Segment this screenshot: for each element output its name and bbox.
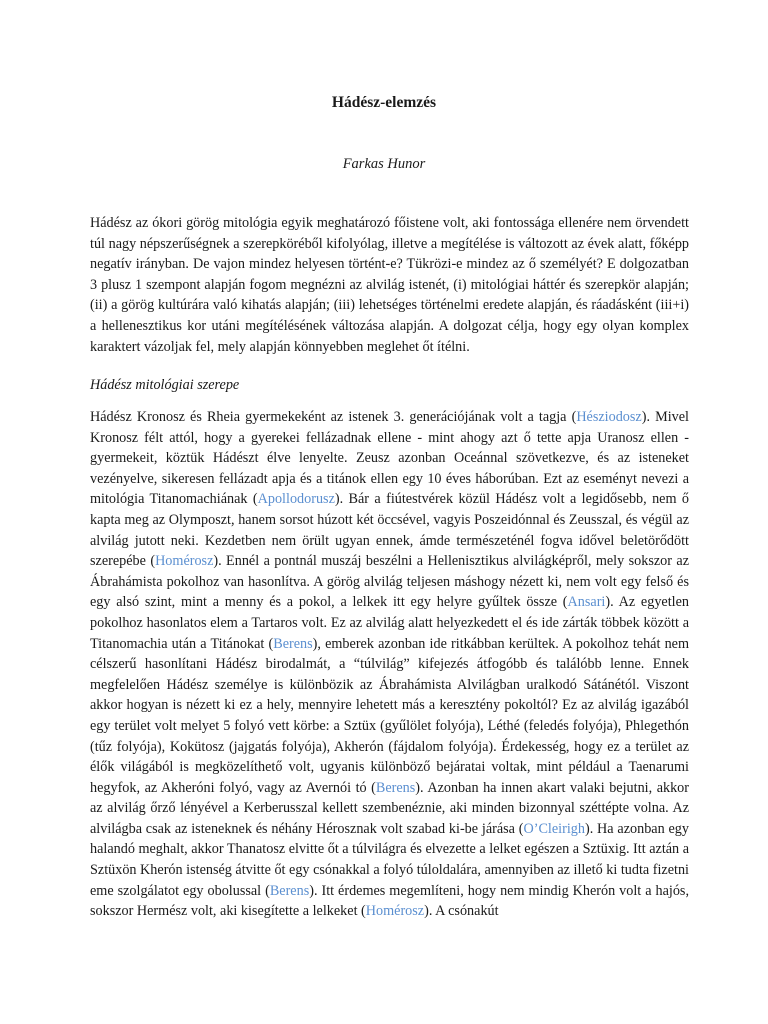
- citation-link[interactable]: Apollodorusz: [257, 491, 335, 508]
- citation-link[interactable]: Homérosz: [365, 903, 425, 920]
- paragraph-text: ). Ha azonban egy halandó meghalt, akkor Thanatosz elvitte őt a túlvilágra és elvezette a lelket egészen a Sztüxig. Itt aztán a Sztüxön Kherón istenség átvitte őt egy csónakkal a folyó túloldalára, amennyiben az illető ki tudta fizetni eme szolgálatot egy obolussal (: [90, 820, 689, 899]
- paragraph-text: ). Azonban ha innen akart valaki bejutni, akkor az alvilág őrző lényével a Kerberusszal kellett szembenéznie, aki minden bizonnyal széttépte volna. Az alvilágba csak az isteneknek és néhány Hérosznak volt szabad ki-be járása (: [90, 779, 690, 837]
- document-title: Hádész-elemzés: [331, 94, 437, 111]
- paragraph-text: ). Bár a fiútestvérek közül Hádész volt a legidősebb, nem ő kapta meg az Olymposzt, hanem sorsot húzott két öccsével, vagyis Poszeidónnal és Zeusszal, és végül az alvilág jutott neki. Kezdetben nem örült ugyan ennek, ámde természeténél fogva idővel beletörődött szerepébe (: [90, 491, 689, 570]
- section-heading: Hádész mitológiai szerepe: [90, 377, 240, 393]
- author-name: Farkas Hunor: [342, 156, 426, 172]
- paragraph-text: ). Ennél a pontnál muszáj beszélni a Hellenisztikus alvilágképről, mely sokszor az Ábrahámista pokolhoz van hasonlítva. A görög alvilág teljesen máshogy nézett ki, nem volt egy felső és egy alsó szint, mint a menny és a pokol, a lelkek itt egy helyre gyűltek össze (: [90, 553, 689, 611]
- section-paragraph: [90, 407, 689, 922]
- citation-link[interactable]: Hésziodosz: [576, 409, 642, 425]
- citation-link[interactable]: Berens: [273, 635, 313, 652]
- citation-link[interactable]: O’Cleirigh: [523, 820, 585, 837]
- citation-link[interactable]: Ansari: [567, 594, 606, 611]
- citation-link[interactable]: Berens: [269, 882, 310, 899]
- paragraph-text: ), emberek azonban ide ritkábban kerültek. A pokolhoz tehát nem célszerű hasonlítani Hádész birodalmát, a “túlvilág” kifejezés átfogóbb és találóbb lenne. Ennek megfelelően Hádész személye is különbözik az Ábrahámista Alvilágban uralkodó Sátánétól. Viszont akkor hogyan is nézett ki ez a hely, mennyire lehetett más a keresztény pokoltól? Ez az alvilág igazából egy terület volt melyet 5 folyó vett körbe: a Sztüx (gyűlölet folyója), Léthé (feledés folyója), Phlegethón (tűz folyója), Kokütosz (jajgatás folyója), Akherón (fájdalom folyója). Érdekesség, hogy ez a terület az élők világából is megközelíthető volt, ugyanis különböző bejáratai voltak, mint például a Taenarumi hegyfok, az Akheróni folyó, vagy az Avernói tó (: [90, 635, 689, 796]
- intro-paragraph: Hádész az ókori görög mitológia egyik meghatározó főistene volt, aki fontossága ellenére nem örvendett túl nagy népszerűségnek a szerepköréből kifolyólag, illetve a megítélése is változott az évek alatt, főképp negatív irányban. De vajon mindez helyesen történt-e? Tükrözi-e mindez az ő személyét? E dolgozatban 3 plusz 1 szempont alapján fogom megnézni az alvilág istenét, (i) mitológiai háttér és szerepkör alapján; (ii) a görög kultúrára való kihatás alapján; (iii) lehetséges történelmi eredete alapján, és ráadásként (iii+i) a hellenesztikus kor utáni megítélésének változása alapján. A dolgozat célja, hogy egy olyan komplex karaktert vázoljak fel, mely alapján könnyebben meglehet őt ítélni.: [90, 215, 689, 355]
- citation-link[interactable]: Berens: [375, 779, 416, 796]
- paragraph-text: ). Az egyetlen pokolhoz hasonlatos elem a Tartaros volt. Ez az alvilág alatt helyezkedett el és ide zárták többek között a Titanomachia után a Titánokat (: [90, 594, 689, 652]
- citation-link[interactable]: Homérosz: [155, 553, 214, 570]
- paragraph-text: Hádész Kronosz és Rheia gyermekeként az istenek 3. generációjának volt a tagja (: [90, 409, 577, 425]
- paragraph-text: ). A csónakút: [424, 903, 499, 920]
- paragraph-text: ). Itt érdemes megemlíteni, hogy nem mindig Kherón volt a hajós, sokszor Hermész volt, aki kisegítette a lelkeket (: [90, 882, 689, 920]
- paragraph-text: ). Mivel Kronosz félt attól, hogy a gyerekei fellázadnak ellene - mint ahogy azt ő tette apja Uranosz ellen - gyermekeit, köztük Hádészt élve lenyelte. Zeusz azonban Oceánnal szövetkezve, és az isteneket vezényelve, sikeresen fellázadt apja és a titánok ellen egy 10 éves háborúban. Ezt az eseményt nevezi a mitológia Titanomachiának (: [90, 409, 689, 508]
